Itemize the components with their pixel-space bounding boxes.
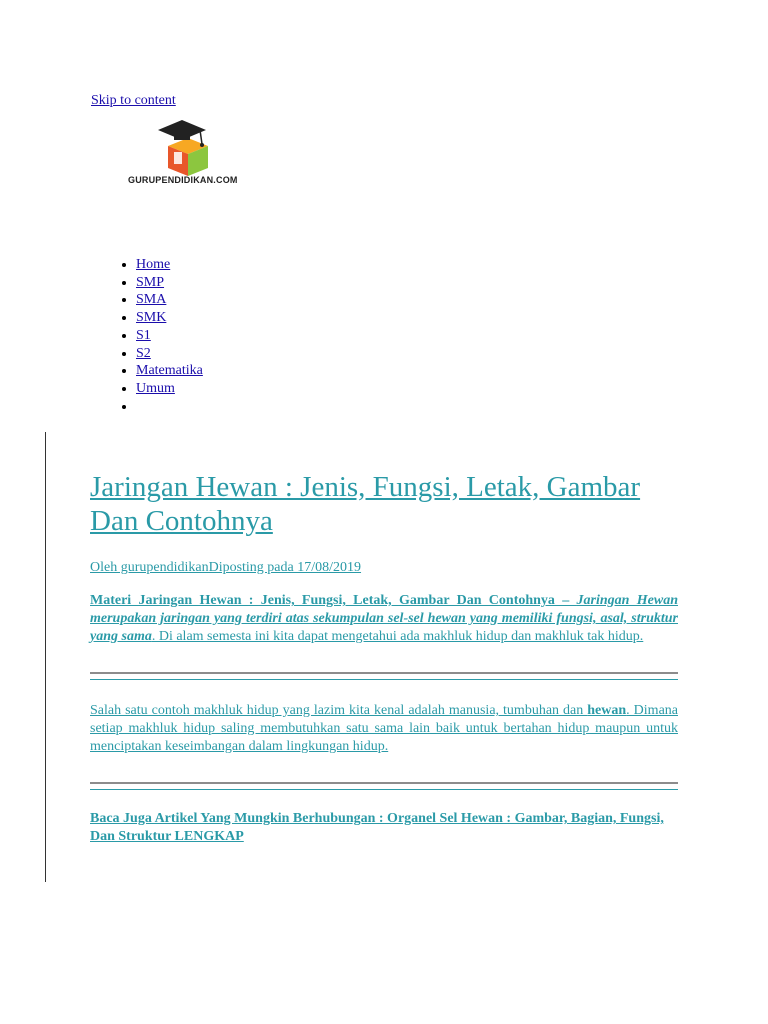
p2-before: Salah satu contoh makhluk hidup yang lazim kita kenal adalah manusia, tumbuhan dan	[90, 703, 588, 718]
nav-link-s2[interactable]: S2	[136, 345, 151, 361]
separator-2	[90, 782, 678, 790]
p2-after: . Dimana setiap makhluk hidup saling membutuhkan satu sama lain baik untuk bertahan hidup maupun untuk menciptakan keseimbangan dalam lingkungan hidup.	[90, 703, 678, 754]
sidebar-divider	[45, 432, 46, 882]
site-logo[interactable]	[90, 116, 250, 234]
second-paragraph	[90, 702, 678, 756]
separator-1	[90, 672, 678, 680]
logo-text: GURUPENDIDIKAN.COM	[128, 175, 238, 185]
second-paragraph-link[interactable]	[90, 703, 678, 754]
intro-rest: . Di alam semesta ini kita dapat mengetahui ada makhluk hidup dan makhluk tak hidup.	[151, 629, 644, 644]
nav-link-smp[interactable]: SMP	[136, 274, 165, 290]
related-article-link[interactable]: Baca Juga Artikel Yang Mungkin Berhubungan : Organel Sel Hewan : Gambar, Bagian, Fungsi, Dan Struktur LENGKAP	[90, 811, 664, 844]
nav-link-sma[interactable]: SMA	[136, 292, 167, 308]
intro-paragraph	[90, 592, 678, 646]
nav-link-matematika[interactable]: Matematika	[136, 363, 203, 379]
nav-item-s2	[136, 345, 203, 363]
intro-link[interactable]	[90, 593, 678, 644]
main-nav	[110, 256, 203, 415]
nav-link-s1[interactable]: S1	[136, 327, 151, 343]
nav-item-smk	[136, 309, 203, 327]
nav-item-umum	[136, 380, 203, 398]
intro-emphasis: Jaringan Hewan merupakan jaringan yang terdiri atas sekumpulan sel-sel hewan yang memiliki fungsi, asal, struktur yang sama	[90, 593, 678, 644]
p2-bold: hewan	[587, 703, 627, 718]
article	[90, 470, 678, 846]
nav-item-empty	[136, 398, 203, 416]
article-title-link[interactable]: Jaringan Hewan : Jenis, Fungsi, Letak, Gambar Dan Contohnya	[90, 471, 641, 537]
nav-link-home[interactable]: Home	[136, 257, 171, 272]
related-article	[90, 810, 678, 846]
article-meta	[90, 560, 678, 576]
nav-item-smp	[136, 274, 203, 292]
nav-item-matematika	[136, 362, 203, 380]
intro-bold-lead: Materi Jaringan Hewan : Jenis, Fungsi, Letak, Gambar Dan Contohnya –	[90, 593, 577, 608]
nav-item-home	[136, 256, 203, 274]
nav-item-sma	[136, 291, 203, 309]
nav-link-umum[interactable]: Umum	[136, 380, 175, 396]
article-meta-link[interactable]: Oleh gurupendidikanDiposting pada 17/08/2019	[90, 560, 362, 575]
nav-item-s1	[136, 327, 203, 345]
nav-link-smk[interactable]: SMK	[136, 310, 167, 326]
skip-to-content-link[interactable]: Skip to content	[91, 93, 176, 108]
article-title	[90, 470, 678, 538]
